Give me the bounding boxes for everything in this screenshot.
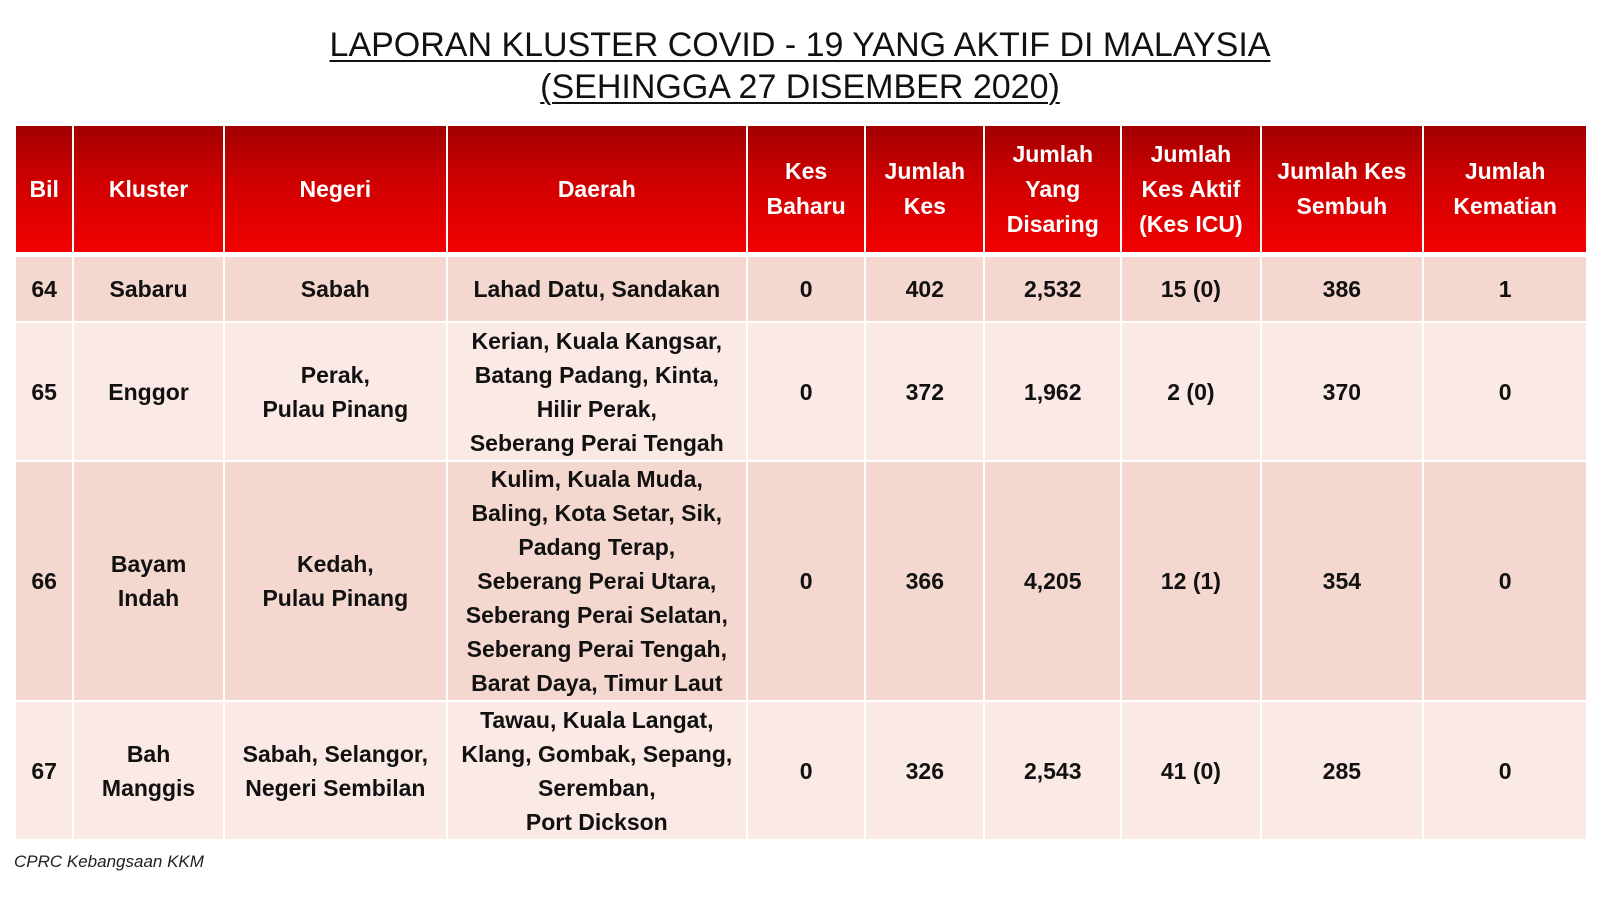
header-kes-sembuh (1261, 125, 1424, 255)
cell-line: (Kes ICU) (1139, 210, 1243, 237)
cell-kematian: 0 (1423, 701, 1587, 840)
cell-jumlah-disaring: 2,543 (984, 701, 1121, 840)
source-note: CPRC Kebangsaan KKM (14, 852, 204, 871)
title-line-2: (SEHINGGA 27 DISEMBER 2020) (540, 68, 1060, 106)
cell-line: Seberang Perai Selatan, (465, 602, 728, 628)
cell-negeri (224, 255, 447, 323)
table-row (15, 255, 1587, 323)
cell-line: Kes Aktif (1141, 175, 1241, 202)
header-jumlah-disaring (984, 125, 1121, 255)
cell-line: Jumlah Kes (1277, 158, 1407, 184)
header-daerah: Daerah (447, 125, 747, 255)
cell-line: Baling, Kota Setar, Sik, (471, 500, 723, 526)
cell-line: Baharu (766, 193, 846, 219)
cell-line: Barat Daya, Timur Laut (471, 670, 723, 696)
cell-kematian: 1 (1423, 255, 1587, 323)
cell-kes-baharu: 0 (747, 701, 866, 840)
cell-line: Sabah, Selangor, (242, 740, 428, 767)
title-line-1: LAPORAN KLUSTER COVID - 19 YANG AKTIF DI MALAYSIA (329, 26, 1271, 64)
table-row (15, 461, 1587, 701)
cell-line: Manggis (101, 774, 196, 801)
cell-negeri (224, 461, 447, 701)
cell-jumlah-disaring: 1,962 (984, 322, 1121, 461)
cell-kes-baharu: 0 (747, 255, 866, 323)
cell-line: Sabaru (109, 276, 188, 302)
cell-line: Lahad Datu, Sandakan (473, 276, 721, 302)
cell-line: Kes (903, 193, 946, 219)
cell-line: Tawau, Kuala Langat, (480, 706, 714, 733)
cell-bil: 64 (15, 255, 73, 323)
cell-line: Disaring (1006, 210, 1099, 237)
cell-line: Kes (784, 158, 828, 184)
cell-line: Jumlah (1464, 158, 1546, 184)
cell-line: Sabah (300, 276, 370, 302)
report-title (0, 24, 1600, 108)
cell-kluster (73, 461, 223, 701)
cell-line: Kulim, Kuala Muda, (490, 466, 703, 492)
cell-line: Bayam (110, 551, 187, 577)
header-kes-baharu (747, 125, 866, 255)
cell-jumlah-disaring: 2,532 (984, 255, 1121, 323)
cell-kluster (73, 322, 223, 461)
header-bil: Bil (15, 125, 73, 255)
cell-kluster (73, 255, 223, 323)
cell-line: Batang Padang, Kinta, (474, 361, 719, 388)
cell-line: Klang, Gombak, Sepang, (461, 740, 733, 767)
cell-line: Hilir Perak, (536, 395, 657, 422)
cell-kes-baharu: 0 (747, 322, 866, 461)
cell-jumlah-kes: 366 (865, 461, 984, 701)
cell-line: Jumlah (1012, 140, 1093, 167)
cell-line: Yang (1025, 175, 1081, 202)
header-kematian (1423, 125, 1587, 255)
header-kluster: Kluster (73, 125, 223, 255)
cell-line: Enggor (108, 378, 189, 405)
header-jumlah-kes (865, 125, 984, 255)
cell-negeri (224, 322, 447, 461)
cell-kes-aktif: 41 (0) (1121, 701, 1260, 840)
cell-jumlah-kes: 326 (865, 701, 984, 840)
table-row (15, 322, 1587, 461)
cluster-table (14, 124, 1588, 841)
cell-negeri (224, 701, 447, 840)
table-header-row (15, 125, 1587, 255)
cell-line: Kedah, (296, 551, 374, 577)
cell-jumlah-disaring: 4,205 (984, 461, 1121, 701)
cell-kes-aktif: 2 (0) (1121, 322, 1260, 461)
cell-line: Seremban, (538, 774, 656, 801)
cell-daerah (447, 255, 747, 323)
cell-line: Perak, (300, 361, 370, 388)
cell-line: Bah (126, 740, 171, 767)
cell-line: Indah (117, 585, 180, 611)
cell-line: Jumlah (1150, 140, 1232, 167)
cell-line: Pulau Pinang (262, 395, 409, 422)
cell-line: Kerian, Kuala Kangsar, (471, 327, 723, 354)
cell-line: Sembuh (1296, 193, 1388, 219)
cell-kes-aktif: 12 (1) (1121, 461, 1260, 701)
cell-line: Kematian (1453, 193, 1557, 219)
cell-kematian: 0 (1423, 461, 1587, 701)
cell-daerah (447, 322, 747, 461)
header-negeri: Negeri (224, 125, 447, 255)
cell-kes-aktif: 15 (0) (1121, 255, 1260, 323)
cell-kes-sembuh: 285 (1261, 701, 1424, 840)
cell-line: Seberang Perai Tengah (469, 429, 724, 456)
cell-line: Negeri Sembilan (245, 774, 426, 801)
cell-jumlah-kes: 402 (865, 255, 984, 323)
cell-kes-sembuh: 386 (1261, 255, 1424, 323)
cell-daerah (447, 461, 747, 701)
cell-line: Port Dickson (525, 808, 668, 835)
cell-line: Seberang Perai Tengah, (466, 636, 727, 662)
cell-kes-sembuh: 354 (1261, 461, 1424, 701)
cell-kes-baharu: 0 (747, 461, 866, 701)
cell-line: Padang Terap, (518, 534, 676, 560)
cell-line: Jumlah (884, 158, 966, 184)
cell-bil: 66 (15, 461, 73, 701)
cell-kes-sembuh: 370 (1261, 322, 1424, 461)
cell-jumlah-kes: 372 (865, 322, 984, 461)
table-row (15, 701, 1587, 840)
cell-line: Pulau Pinang (262, 585, 409, 611)
cell-kluster (73, 701, 223, 840)
cell-bil: 65 (15, 322, 73, 461)
header-kes-aktif (1121, 125, 1260, 255)
cell-bil: 67 (15, 701, 73, 840)
cell-daerah (447, 701, 747, 840)
cell-line: Seberang Perai Utara, (477, 568, 717, 594)
cell-kematian: 0 (1423, 322, 1587, 461)
